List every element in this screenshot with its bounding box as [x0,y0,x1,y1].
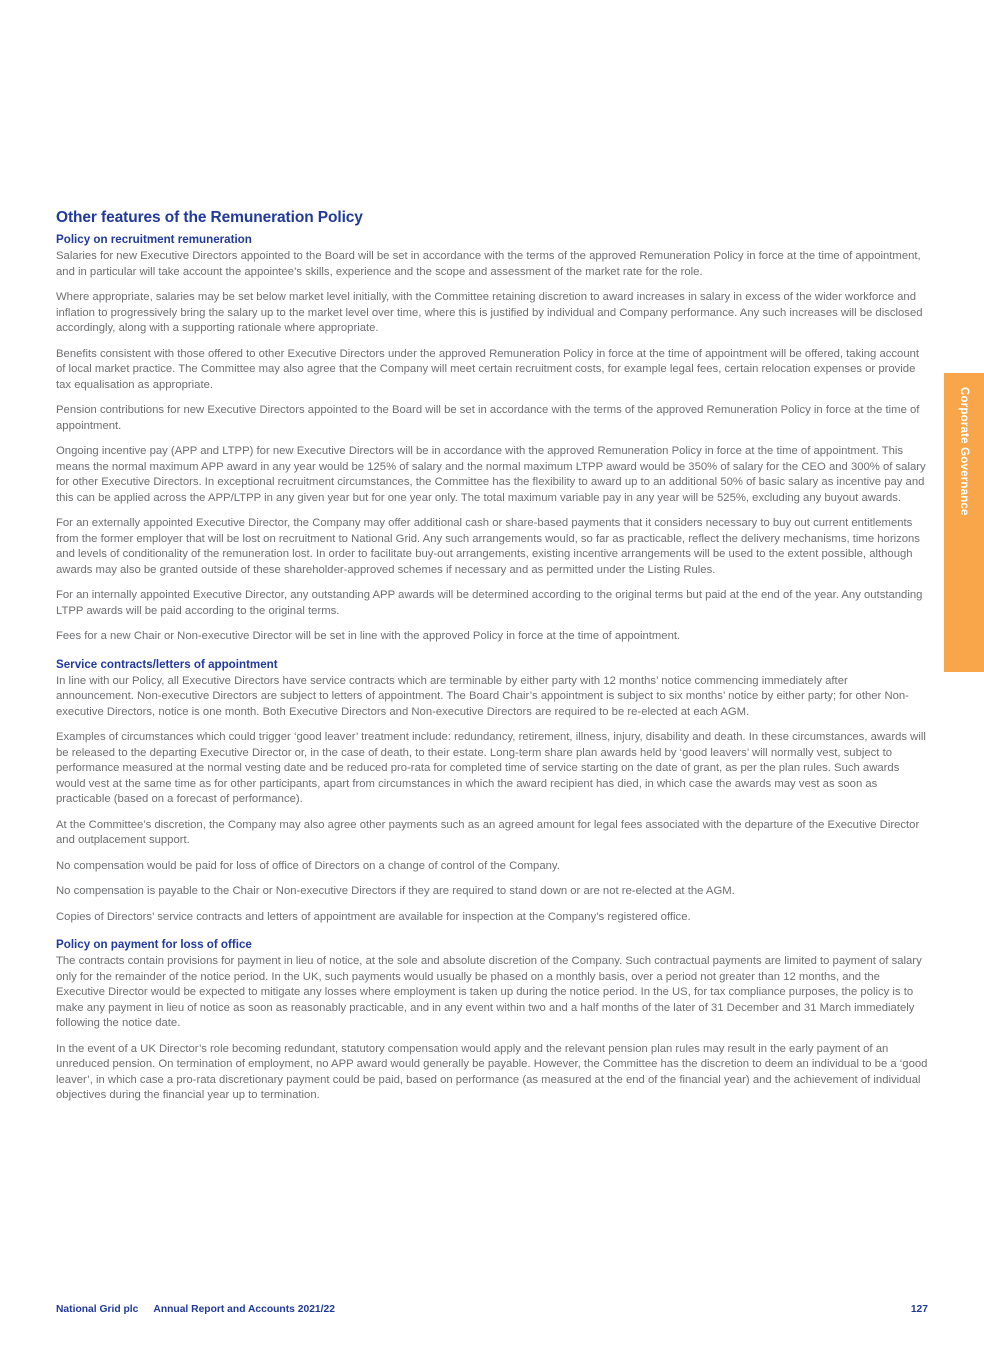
paragraph: Where appropriate, salaries may be set below market level initially, with the Committee retaining discretion to award increases in salary in excess of the wider workforce and inflation to progressively bring the salary up to the market level over time, where this is justified by individual and Company performance. Any such increases will be disclosed accordingly, along with a supporting rationale where appropriate. [56,291,923,334]
paragraph: No compensation would be paid for loss of office of Directors on a change of control of the Company. [56,859,560,872]
main-content [56,209,928,1114]
paragraph: In the event of a UK Director’s role becoming redundant, statutory compensation would apply and the relevant pension plan rules may result in the early payment of an unreduced pension. On termination of employment, no APP award would generally be payable. However, the Committee has the discretion to deem an individual to be a ‘good leaver’, in which case a pro-rata discretionary payment could be paid, based on performance (as measured at the end of the financial year) and the achievement of individual objectives during the financial year up to termination. [56,1042,928,1101]
section-heading-recruitment: Policy on recruitment remuneration [56,233,252,246]
paragraph: Benefits consistent with those offered to other Executive Directors under the approved Remuneration Policy in force at the time of appointment will be offered, taking account of local market practice. The Committee may also agree that the Company will meet certain recruitment costs, for example legal fees, certain relocation expenses or provide tax equalisation as appropriate. [56,347,920,391]
paragraph: In line with our Policy, all Executive Directors have service contracts which are terminable by either party with 12 months’ notice commencing immediately after announcement. Non-executive Directors are subject to letters of appointment. The Board Chair’s appointment is subject to six months’ notice by either party; for other Non-executive Directors, notice is one month. Both Executive Directors and Non-executive Directors are required to be re-elected at each AGM. [56,674,909,718]
section-side-tab [944,373,984,672]
paragraph: Fees for a new Chair or Non-executive Director will be set in line with the approved Policy in force at the time of appointment. [56,630,681,642]
side-tab-label: Corporate Governance [958,387,970,516]
paragraph: The contracts contain provisions for payment in lieu of notice, at the sole and absolute discretion of the Company. Such contractual payments are limited to payment of salary only for the remainder of the notice period. In the UK, such payments would usually be phased on a monthly basis, over a period not greater than 12 months, and the Executive Director would be expected to mitigate any losses where employment is taken up during the notice period. In the US, for tax compliance purposes, the policy is to make any payment in lieu of notice as soon as reasonably practicable, and in any event within two and a half months of the later of 31 December and 31 March immediately following the notice date. [56,955,922,1029]
page-footer [56,1304,928,1315]
section-heading-loss-of-office: Policy on payment for loss of office [56,938,252,951]
paragraph: Salaries for new Executive Directors appointed to the Board will be set in accordance with the terms of the approved Remuneration Policy in force at the time of appointment, and in particular will take account the appointee’s skills, experience and the scope and assessment of the market rate for the role. [56,250,921,278]
paragraph: Copies of Directors’ service contracts and letters of appointment are available for inspection at the Company’s registered office. [56,910,691,923]
paragraph: For an externally appointed Executive Director, the Company may offer additional cash or share-based payments that it considers necessary to buy out current entitlements from the former employer that will be lost on recruitment to National Grid. Any such arrangements would, so far as practicable, reflect the delivery mechanisms, time horizons and levels of conditionality of the remuneration lost. In order to facilitate buy-out arrangements, existing incentive arrangements will be used to the extent possible, although awards may also be granted outside of these shareholder-approved schemes if necessary and as permitted under the Listing Rules. [56,517,920,576]
paragraph: Examples of circumstances which could trigger ‘good leaver’ treatment include: redundancy, retirement, illness, injury, disability and death. In these circumstances, awards will be released to the departing Executive Director or, in the case of death, to their estate. Long-term share plan awards held by ‘good leavers’ will normally vest, subject to performance measured at the normal vesting date and be reduced pro-rata for completed time of service starting on the date of grant, as per the plan rules. Such awards would vest at the same time as for other participants, apart from circumstances in which the award recipient has died, in which case the awards may vest as soon as practicable (based on a forecast of performance). [56,731,926,805]
paragraph: At the Committee’s discretion, the Company may also agree other payments such as an agreed amount for legal fees associated with the departure of the Executive Director and outplacement support. [56,818,920,846]
page-title: Other features of the Remuneration Policy [56,209,363,226]
footer-company-name: National Grid plc [56,1304,139,1315]
paragraph: Pension contributions for new Executive Directors appointed to the Board will be set in accordance with the terms of the approved Remuneration Policy in force at the time of appointment. [56,404,920,432]
section-heading-service-contracts: Service contracts/letters of appointment [56,657,278,671]
footer-report-title: Annual Report and Accounts 2021/22 [153,1304,335,1315]
paragraph: For an internally appointed Executive Director, any outstanding APP awards will be determined according to the original terms but paid at the end of the year. Any outstanding LTPP awards will be paid according to the original terms. [56,589,923,617]
paragraph: Ongoing incentive pay (APP and LTPP) for new Executive Directors will be in accordance with the approved Remuneration Policy in force at the time of appointment. This means the normal maximum APP award in any year would be 125% of salary and the normal maximum LTPP award would be 350% of salary for the CEO and 300% of salary for other Executive Directors. In exceptional recruitment circumstances, the Committee has the flexibility to award up to an additional 50% of basic salary as incentive pay and this can be applied across the APP/LTPP in any given year but for one year only. The total maximum variable pay in any year will be 525%, excluding any buyout awards. [56,445,926,504]
paragraph: No compensation is payable to the Chair or Non-executive Directors if they are required to stand down or are not re-elected at the AGM. [56,885,735,897]
footer-page-number: 127 [910,1304,928,1315]
